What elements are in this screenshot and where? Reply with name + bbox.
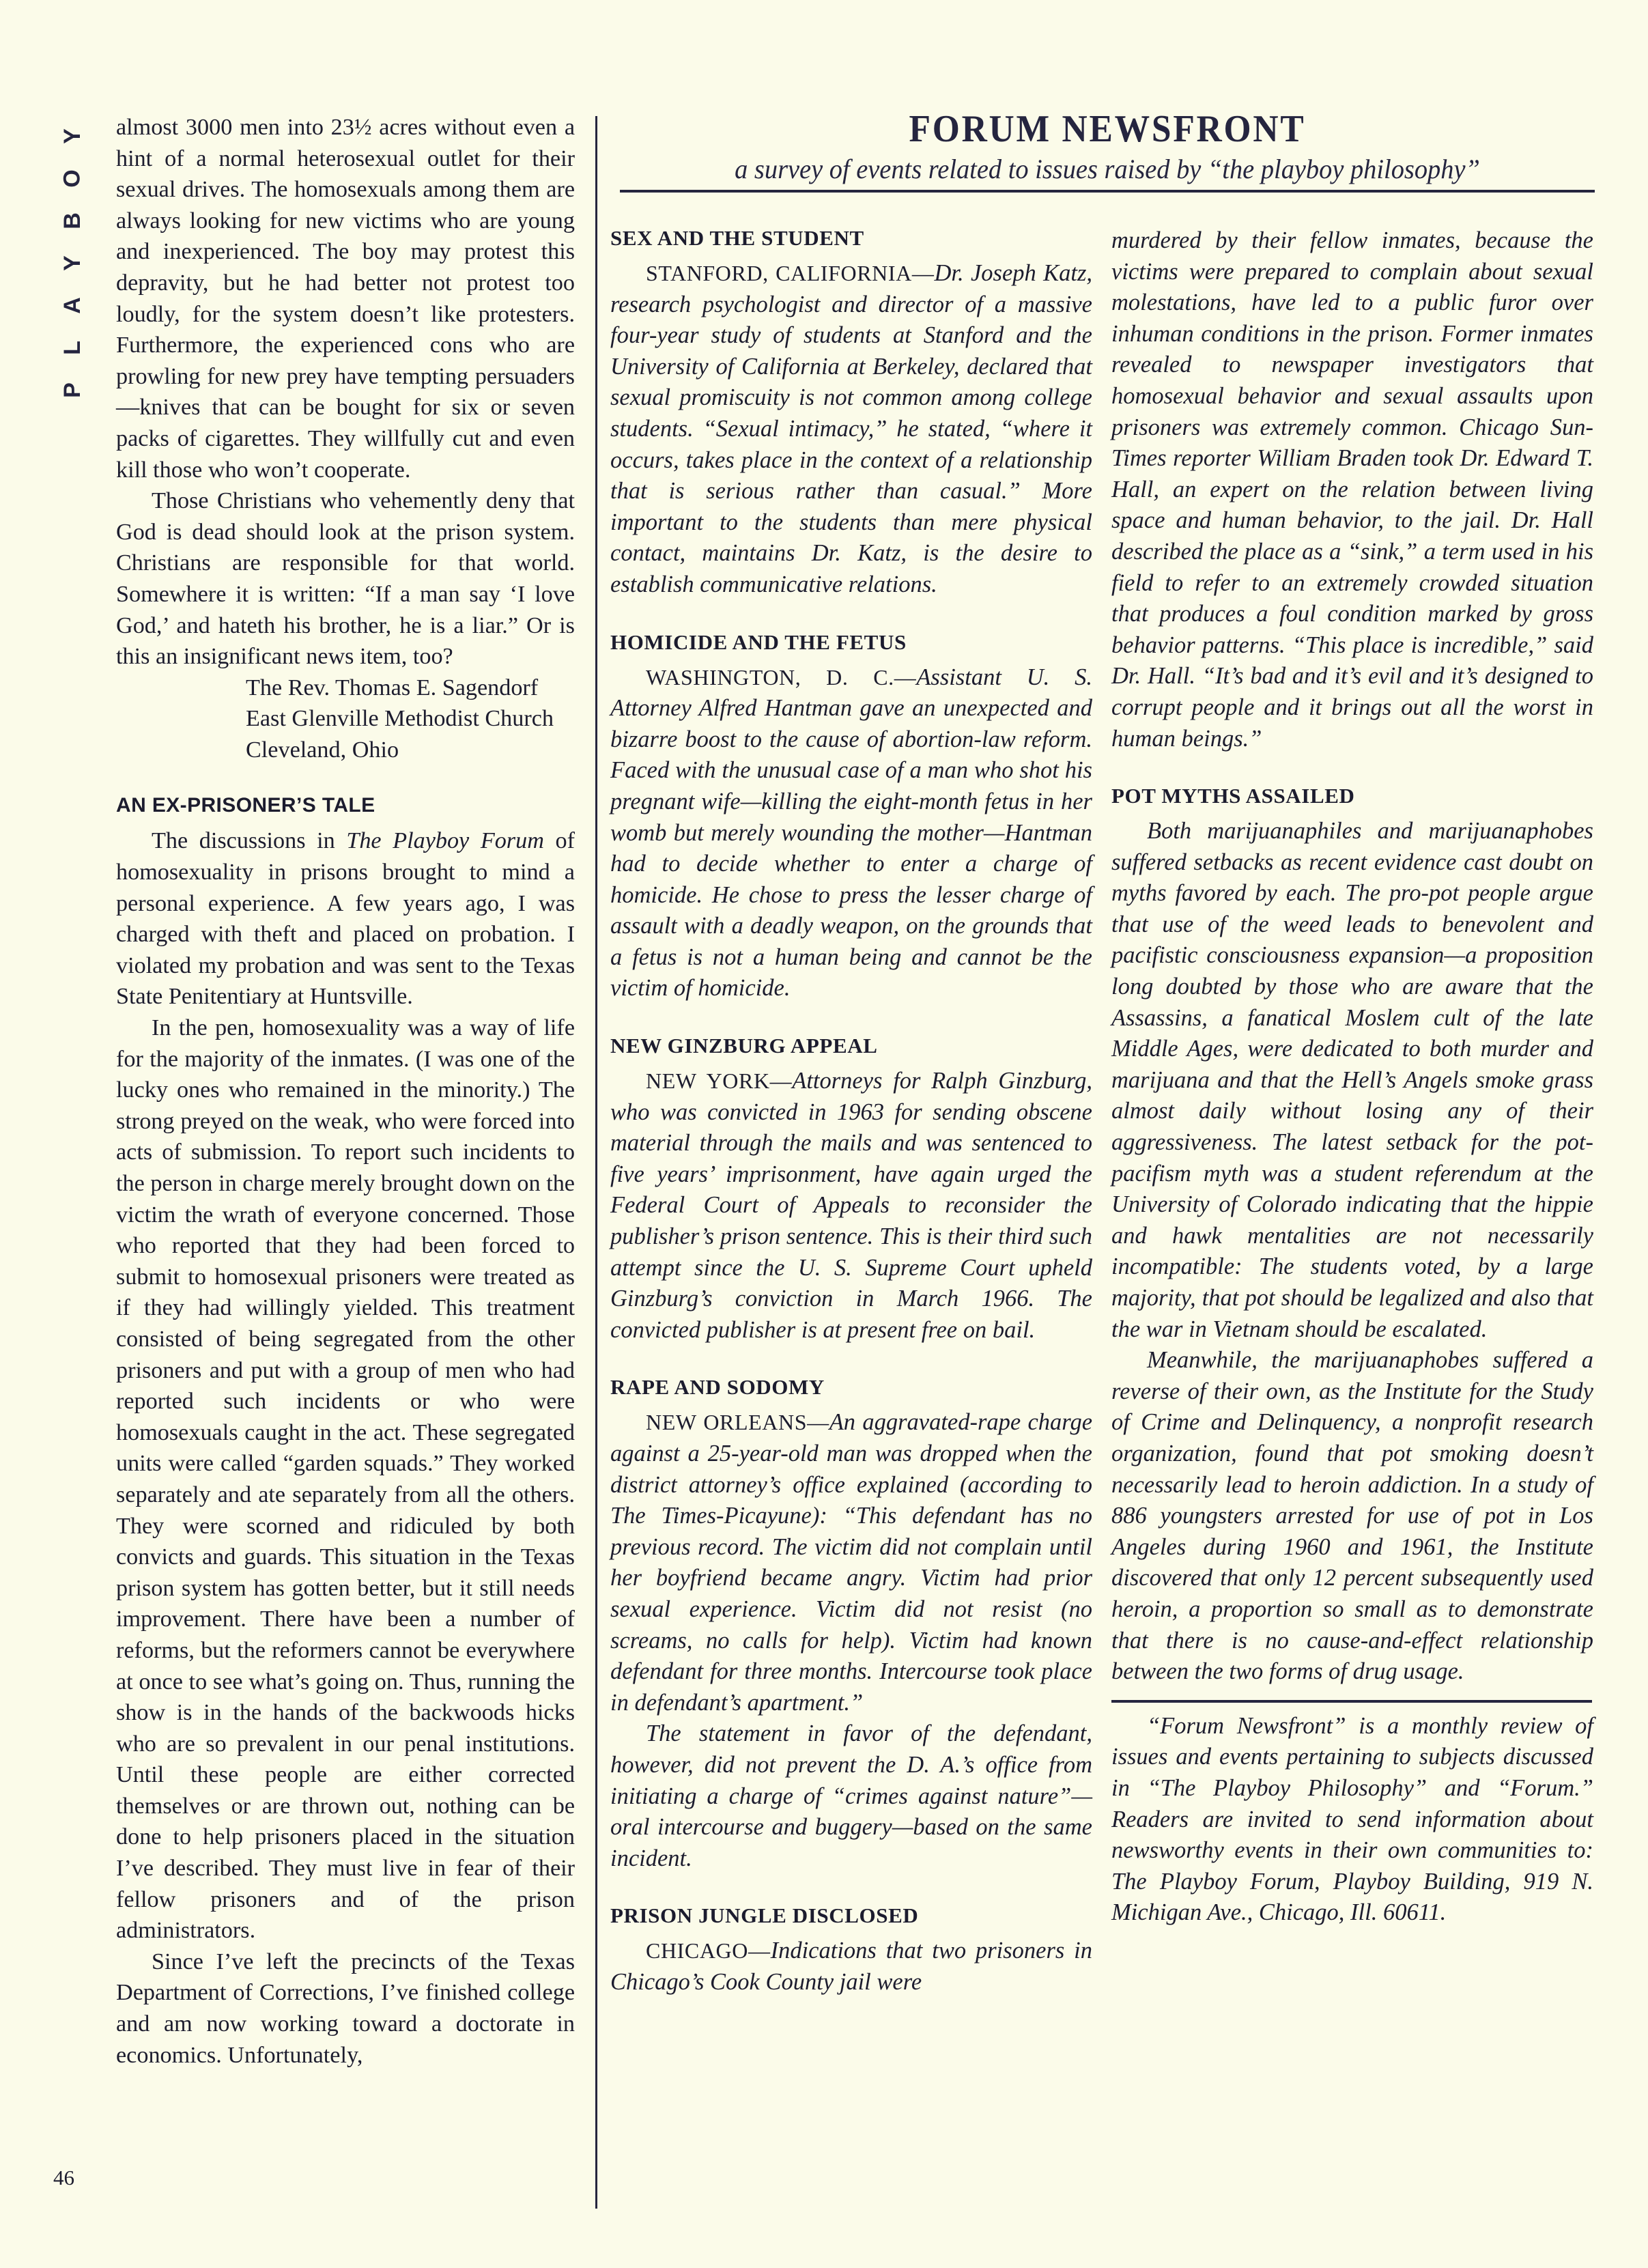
newsfront-heading-pot-myths-assailed: POT MYTHS ASSAILED xyxy=(1111,784,1355,808)
dateline: NEW YORK— xyxy=(646,1068,793,1094)
playboy-letter: P xyxy=(59,382,85,398)
playboy-side-marker xyxy=(53,115,91,411)
letter-signature-location: Cleveland, Ohio xyxy=(246,737,399,763)
newsfront-column-3 xyxy=(1111,225,1593,1929)
item-text: An aggravated-rape charge against a 25-year-old man was dropped when the district attorney’s office explained (according to The Times-Picayune): “This defendant has no previous record. The victim did not complain until her boyfriend became angry. Victim had prior sexual experience. Victim did not resist (no screams, no calls for help). Victim had known defendant for three months. Intercourse took place in defendant’s apartment.” xyxy=(610,1409,1093,1716)
newsfront-item-body xyxy=(610,1407,1092,1718)
column-divider-rule xyxy=(595,116,597,2209)
newsfront-heading-rape-and-sodomy: RAPE AND SODOMY xyxy=(610,1375,825,1400)
newsfront-item-body xyxy=(610,258,1092,601)
letter-signature-name: The Rev. Thomas E. Sagendorf xyxy=(246,675,539,700)
item-text: Assistant U. S. Attorney Alfred Hantman gave an unexpected and bizarre boost to the cause of abortion-law reform. Faced with the unusual case of a man who shot his pregnant wife—killing the eight-month fetus in her womb but merely wounding the mother—Hantman had to decide whether to enter a charge of homicide. He chose to press the lesser charge of assault with a deadly weapon, on the grounds that a fetus is not a human being and cannot be the victim of homicide. xyxy=(610,664,1092,1002)
letter-signature-organization: East Glenville Methodist Church xyxy=(246,706,554,732)
newsfront-item-body xyxy=(610,1936,1092,1998)
dateline: STANFORD, CALIFORNIA— xyxy=(646,261,935,285)
newsfront-continued-body: murdered by their fellow inmates, because the victims were prepared to complain about sexual molestations, have led to a public furor over inhuman conditions in the prison. Former inmates revealed to newspaper investigators that homosexual behavior and sexual assaults upon prisoners was extremely common. Chicago Sun-Times reporter William Braden took Dr. Edward T. Hall, an expert on the relation between living space and human behavior, to the jail. Dr. Hall described the place as a “sink,” a term used in his field to refer to an extremely crowded situation that produces a foul condition marked by gross behavior patterns. “This place is incredible,” said Dr. Hall. “It’s bad and it’s evil and it’s designed to corrupt people and it brings out all the worst in human beings.” xyxy=(1111,227,1593,752)
page-subtitle: a survey of events related to issues raised by “the playboy philosophy” xyxy=(735,154,1480,184)
letters-column xyxy=(116,112,575,2071)
dateline: WASHINGTON, D. C.— xyxy=(646,664,917,690)
newsfront-heading-homicide-and-the-fetus: HOMICIDE AND THE FETUS xyxy=(610,629,907,654)
playboy-letter: Y xyxy=(59,255,85,271)
newsfront-item-body-continued: Meanwhile, the marijuanaphobes suffered a reverse of their own, as the Institute for the Study of Crime and Delinquency, a nonprofit research organization, found that pot smoking doesn’t necessarily lead to heroin addiction. In a study of 886 youngsters arrested for use of pot in Los Angeles during 1960 and 1961, the Institute discovered that only 12 percent subsequently used heroin, a proportion so small as to demonstrate that there is no cause-and-effect relationship between the two forms of drug usage. xyxy=(1111,1347,1593,1685)
masthead-rule xyxy=(620,190,1595,193)
letter-paragraph: Those Christians who vehemently deny that God is dead should look at the prison system. Christians are responsible for that world. Somewhere it is written: “If a man say ‘I love God,’ and hateth his brother, he is a liar.” Or is this an insignificant news item, too? xyxy=(116,488,575,670)
newsfront-column-2 xyxy=(610,225,1092,1998)
newsfront-heading-prison-jungle-disclosed: PRISON JUNGLE DISCLOSED xyxy=(610,1903,919,1928)
dateline: CHICAGO— xyxy=(646,1938,771,1964)
letter-paragraph: Since I’ve left the precincts of the Texas Department of Corrections, I’ve finished college and am now working toward a doctorate in economics. Unfortunately, xyxy=(116,1948,575,2068)
dateline: NEW ORLEANS— xyxy=(646,1410,829,1435)
forum-newsfront-masthead xyxy=(620,108,1595,187)
item-text: Dr. Joseph Katz, research psychologist and director of a massive four-year study of students at Stanford and the University of California at Berkeley, declared that sexual promiscuity is not common among college students. “Sexual intimacy,” he stated, “where it occurs, takes place in the context of a relationship that is serious rather than casual.” More important to the students than mere physical contact, maintains Dr. Katz, is the desire to establish communicative relations. xyxy=(610,260,1092,597)
italic-publication-title: The Playboy Forum xyxy=(346,828,544,854)
footnote-rule xyxy=(1111,1700,1592,1703)
newsfront-heading-sex-and-the-student: SEX AND THE STUDENT xyxy=(610,226,864,250)
page-title: FORUM NEWSFRONT xyxy=(909,108,1306,150)
page-number: 46 xyxy=(53,2166,74,2189)
letter-paragraph: In the pen, homosexuality was a way of life for the majority of the inmates. (I was one of the lucky ones who remained in the minority.) The strong preyed on the weak, who were forced into acts of submission. To report such incidents to the person in charge merely brought down on the victim the wrath of everyone concerned. Those who reported that they had been forced to submit to homosexual prisoners were treated as if they had willingly yielded. This treatment consisted of being segregated from the other prisoners and put with a group of men who had reported such incidents or who were homosexuals caught in the act. These segregated units were called “garden squads.” They worked separately and ate separately from all the others. They were scorned and ridiculed by both convicts and guards. This situation in the Texas prison system has gotten better, but it still needs improvement. There have been a number of reforms, but the reformers cannot be everywhere at once to see what’s going on. Thus, running the show is in the hands of the backwoods hicks who are so prevalent in our penal institutions. Until these people are either corrected themselves or are thrown out, nothing can be done to help prisoners placed in the situation I’ve described. They must live in fear of their fellow prisoners and of the prison administrators. xyxy=(116,1015,575,1944)
newsfront-item-body-continued: The statement in favor of the defendant, however, did not prevent the D. A.’s office from initiating a charge of “crimes against nature”—oral intercourse and buggery—based on the same incident. xyxy=(610,1720,1092,1871)
playboy-letter: L xyxy=(59,340,85,355)
item-text: Attorneys for Ralph Ginzburg, who was convicted in 1963 for sending obscene material through the mails and was sentenced to five years’ imprisonment, have again urged the Federal Court of Appeals to reconsider the publisher’s prison sentence. This is their third such attempt since the U. S. Supreme Court upheld Ginzburg’s conviction in March 1966. The convicted publisher is at present free on bail. xyxy=(610,1068,1092,1343)
playboy-letter: B xyxy=(59,212,85,229)
newsfront-item-body xyxy=(610,662,1092,1005)
playboy-letter: O xyxy=(59,169,85,188)
newsfront-item-body xyxy=(610,1066,1092,1346)
item-text: Indications that two prisoners in Chicago’s Cook County jail were xyxy=(610,1938,1092,1995)
newsfront-heading-new-ginzburg-appeal: NEW GINZBURG APPEAL xyxy=(610,1034,878,1058)
newsfront-item-body: Both marijuanaphiles and marijuanaphobes suffered setbacks as recent evidence cast doubt on myths favored by each. The pro-pot people argue that use of the weed leads to benevolent and pacifistic consciousness expansion—a proposition long doubted by those who are aware that the Assassins, a fanatical Moslem cult of the late Middle Ages, were dedicated to both murder and marijuana and that the Hell’s Angels smoke grass almost daily without losing any of their aggressiveness. The latest setback for the pot-pacifism myth was a student referendum at the University of Colorado indicating that the hippie and hawk mentalities are not necessarily incompatible: The students voted, by a large majority, that pot should be legalized and also that the war in Vietnam should be escalated. xyxy=(1111,818,1593,1342)
letter-continued-paragraph: almost 3000 men into 23½ acres without even a hint of a normal heterosexual outlet for their sexual drives. The homosexuals among them are always looking for new victims who are young and inexperienced. The boy may protest this depravity, but he had better not protest too loudly, for the system doesn’t like protesters. Furthermore, the experienced cons who are prowling for new prey have tempting persuaders—knives that can be bought for six or seven packs of cigarettes. They willfully cut and even kill those who won’t cooperate. xyxy=(116,115,575,483)
playboy-letter: A xyxy=(59,296,85,314)
playboy-letter: Y xyxy=(59,128,85,144)
letter-heading-ex-prisoners-tale: AN EX-PRISONER’S TALE xyxy=(116,794,375,817)
newsfront-editorial-note: “Forum Newsfront” is a monthly review of issues and events pertaining to subjects discussed in “The Playboy Philosophy” and “Forum.” Readers are invited to send information about newsworthy events in their own communities to: The Playboy Forum, Playboy Building, 919 N. Michigan Ave., Chicago, Ill. 60611. xyxy=(1111,1712,1593,1926)
letter-paragraph: The discussions in The Playboy Forum of homosexuality in prisons brought to mind a personal experience. A few years ago, I was charged with theft and placed on probation. I violated my probation and was sent to the Texas State Penitentiary at Huntsville. xyxy=(116,828,575,1010)
